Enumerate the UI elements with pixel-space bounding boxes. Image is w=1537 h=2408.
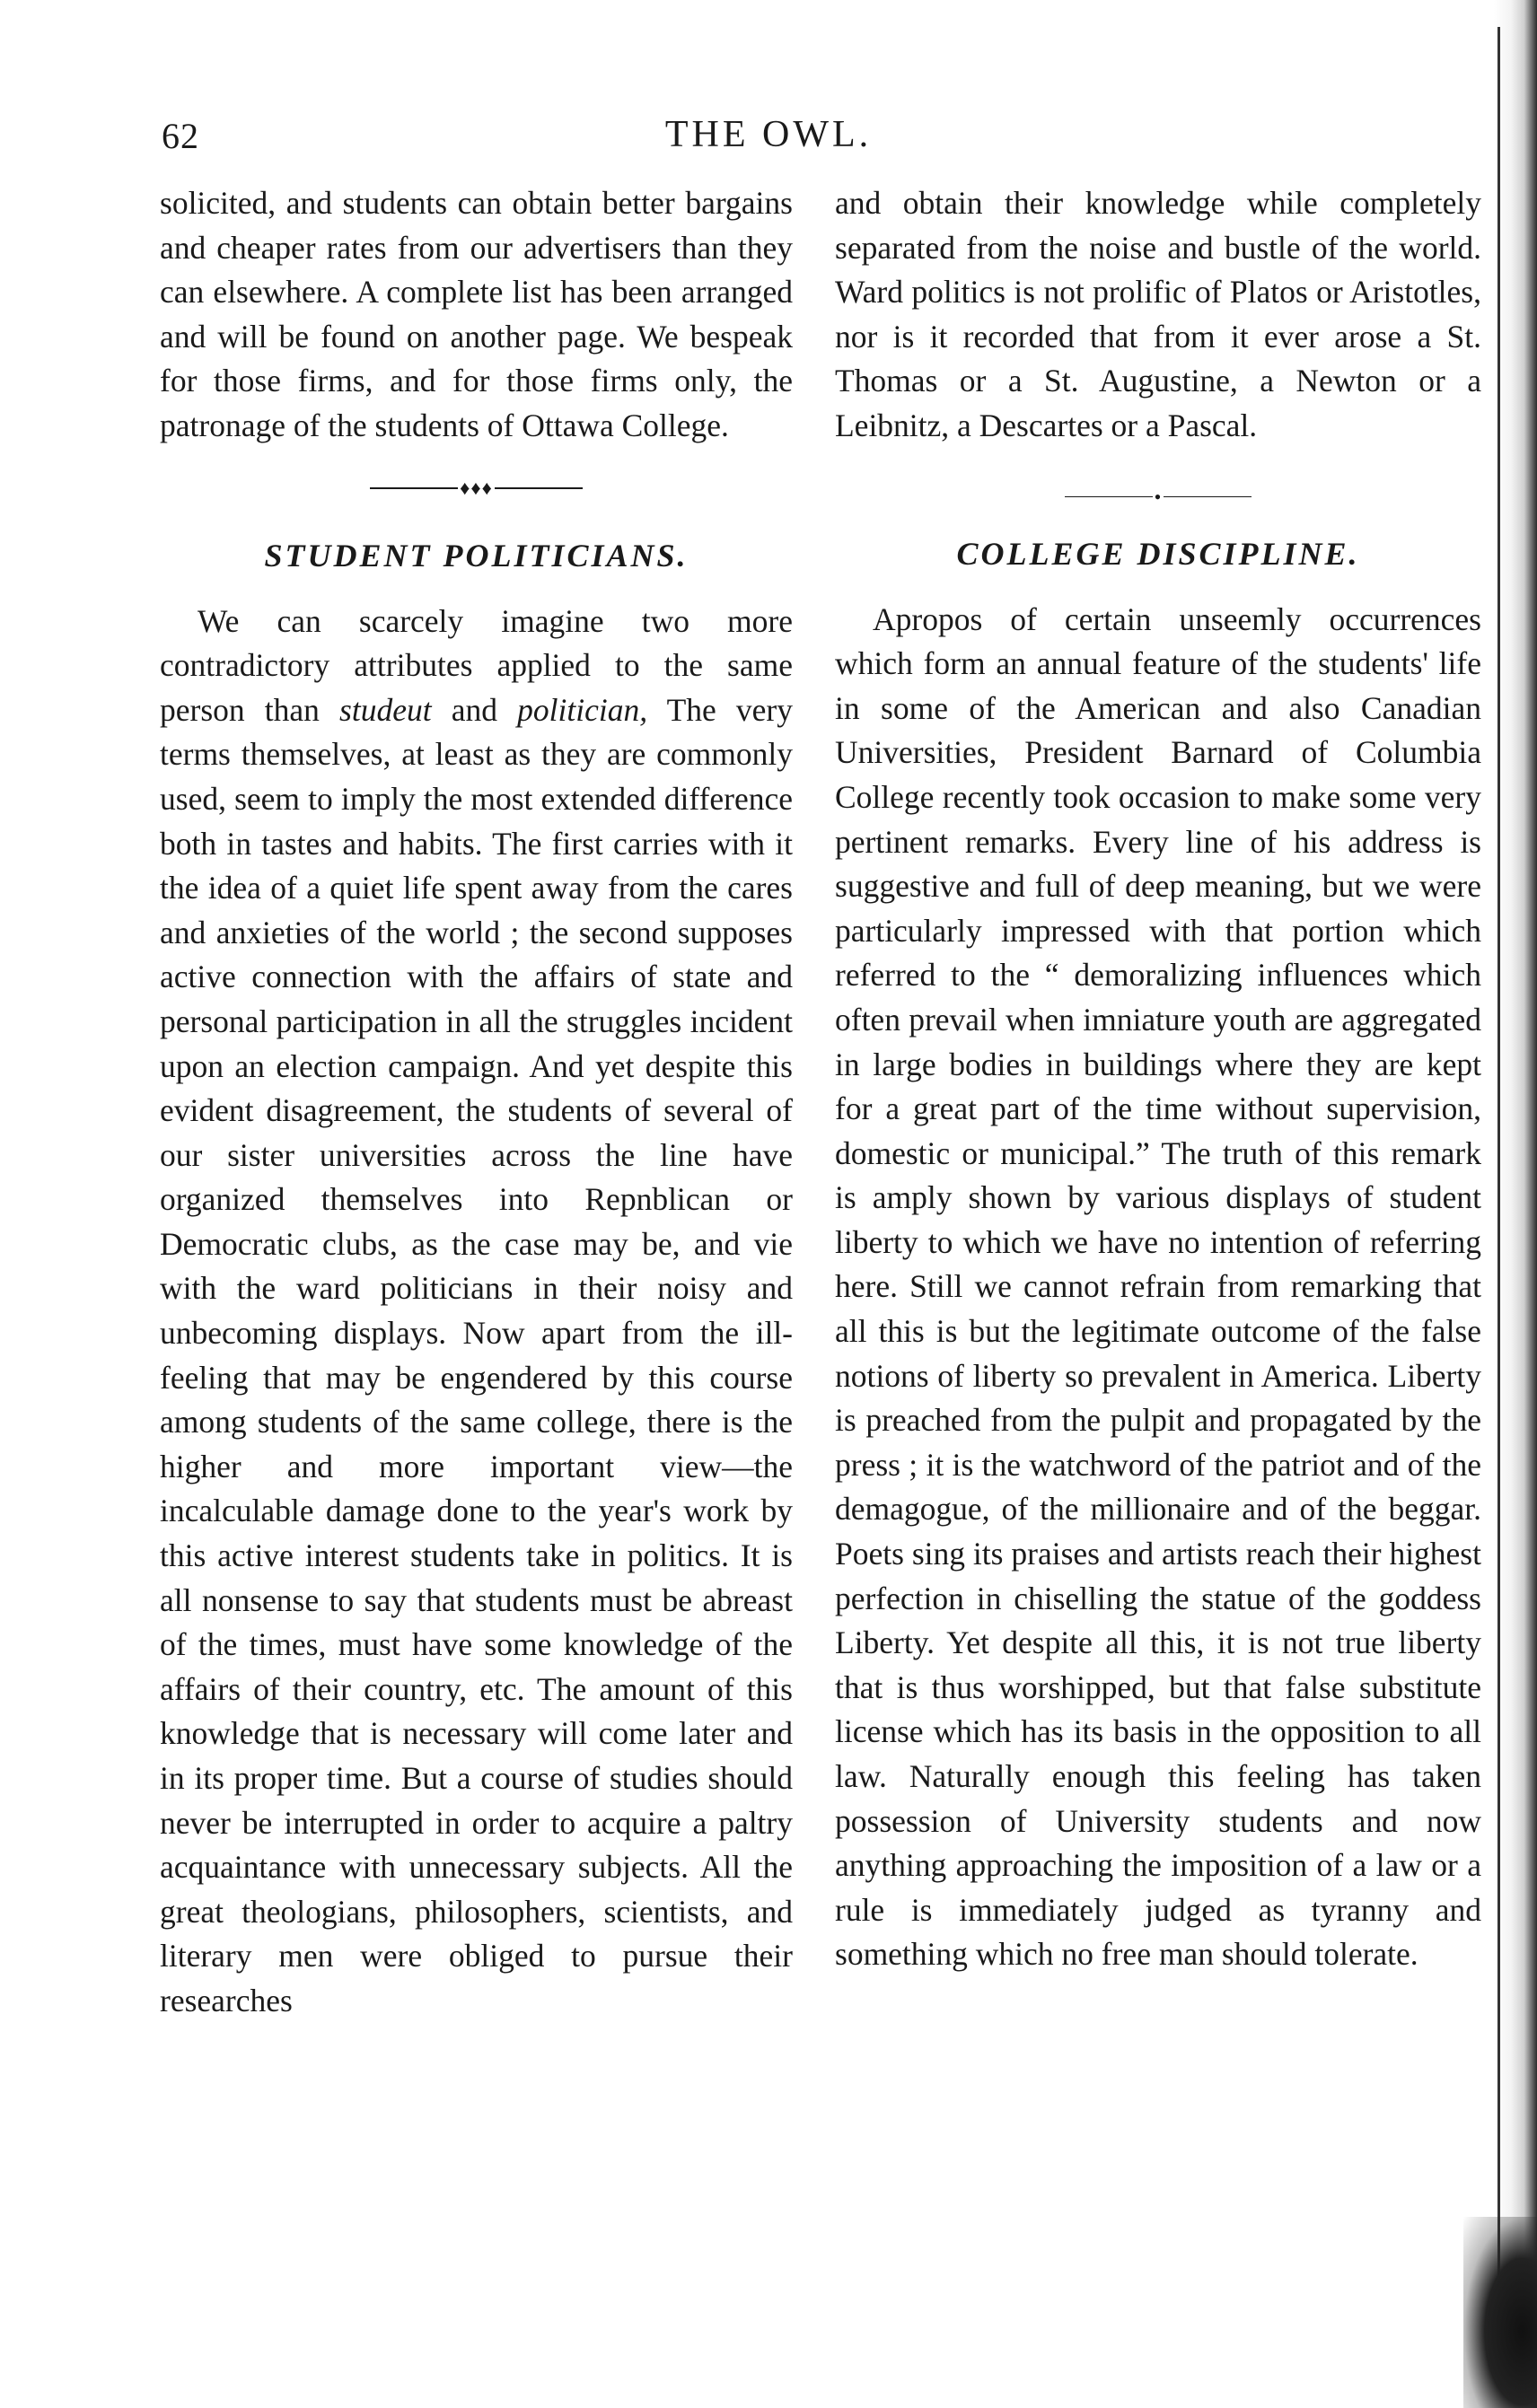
page-number: 62 bbox=[162, 116, 199, 156]
right-column bbox=[835, 181, 1481, 1977]
heading-student-politicians: STUDENT POLITICIANS. bbox=[264, 537, 689, 574]
binding-edge-line bbox=[1497, 27, 1500, 2325]
page-edge-shadow bbox=[1494, 0, 1537, 2408]
italic-term-student: studeut bbox=[339, 691, 432, 728]
divider-ornament-dot: • bbox=[1154, 485, 1163, 508]
intro-paragraph: solicited, and students can obtain better bargains and cheaper rates from our advertisers than they can elsewhere. A complete list has been arranged and will be found on another page. We bespeak for those firms, and for those firms only, the patronage of the students of Ottawa College. bbox=[160, 185, 793, 443]
heading-college-discipline: COLLEGE DISCIPLINE. bbox=[956, 535, 1360, 572]
running-head-title: THE OWL. bbox=[664, 114, 873, 155]
page-corner-blot bbox=[1463, 2217, 1537, 2408]
italic-term-politician: politician, bbox=[517, 691, 648, 728]
continuation-paragraph: and obtain their knowledge while completely separated from the noise and bustle of the world. Ward politics is not prolific of Platos or Aristotles, nor is it recorded that from it ever arose a St. Thomas or a St. Augustine, a Newton or a Leibnitz, a Descartes or a Pascal. bbox=[835, 185, 1481, 443]
college-discipline-body: Apropos of certain unseemly occurrences which form an annual feature of the students' life in some of the American and also Canadian Universities, President Barnard of Columbia College recently took occasion to make some very pertinent remarks. Every line of his address is suggestive and full of deep meaning, but we were particularly impressed with that portion which referred to the “ demoralizing influences which often prevail when imniature youth are aggregated in large bodies in buildings where they are kept for a great part of the time without supervision, domestic or municipal.” The truth of this remark is amply shown by various displays of student liberty to which we have no intention of referring here. Still we cannot refrain from remarking that all this is but the legitimate outcome of the false notions of liberty so prevalent in America. Liberty is preached from the pulpit and propagated by the press ; it is the watchword of the patriot and of the demagogue, of the millionaire and of the beggar. Poets sing its praises and artists reach their highest perfection in chiselling the statue of the goddess Liberty. Yet despite all this, it is not true liberty that is thus worshipped, but that false substitute license which has its basis in the opposition to all law. Naturally enough this feeling has taken possession of University students and now anything approaching the imposition of a law or a rule is immediately judged as tyranny and something which no free man should tolerate. bbox=[835, 600, 1481, 1973]
section-divider-left bbox=[160, 470, 793, 506]
left-column bbox=[160, 181, 793, 2024]
body-text-start: We can scarcely imagine two more contradictory attributes applied to the same person than bbox=[160, 602, 793, 728]
section-divider-right bbox=[835, 479, 1481, 515]
body-text-and: and bbox=[431, 691, 518, 728]
student-politicians-body bbox=[160, 600, 793, 2024]
divider-ornament: ♦♦♦ bbox=[460, 476, 493, 499]
body-text-rest: The very terms themselves, at least as they are commonly used, seem to imply the most extended difference both in tastes and habits. The first carries with it the idea of a quiet life spent away from the cares and anxieties of the world ; the second supposes active connection with the affairs of state and personal participation in all the struggles incident upon an election campaign. And yet despite this evident disagreement, the students of several of our sister universities across the line have organized themselves into Repnblican or Democratic clubs, as the case may be, and vie with the ward politicians in their noisy and unbecoming displays. Now apart from the ill-feeling that may be engendered by this course among students of the same college, there is the higher and more important view—the incalculable damage done to the year's work by this active interest students take in politics. It is all nonsense to say that students must be abreast of the times, must have some knowledge of the affairs of their country, etc. The amount of this knowledge that is necessary will come later and in its proper time. But a course of studies should never be interrupted in order to acquire a paltry acquaintance with unnecessary subjects. All the great theologians, philosophers, scientists, and literary men were obliged to pursue their researches bbox=[160, 691, 793, 2018]
